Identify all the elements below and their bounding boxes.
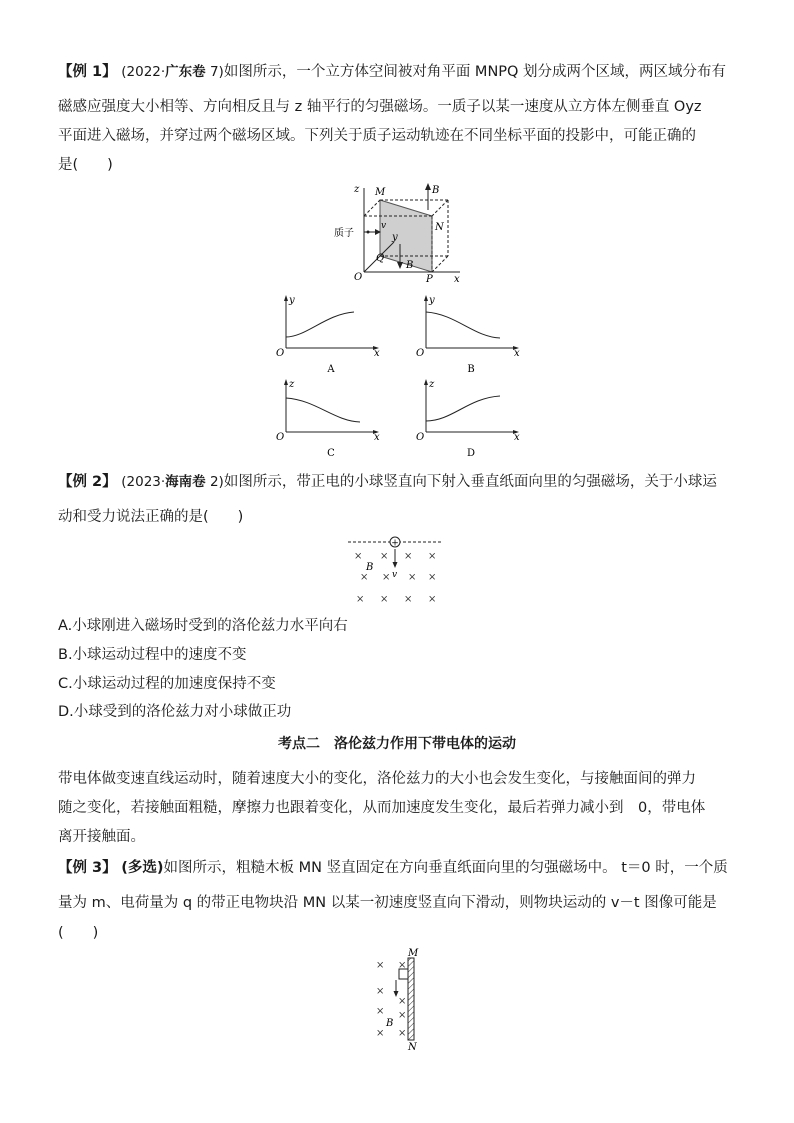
option-graph-b: [416, 292, 526, 378]
cube-label-y: y: [392, 232, 398, 243]
graph-axis-label-vertical: z: [289, 379, 295, 390]
svg-text:×: ×: [382, 572, 391, 583]
ex2-source-name: 海南卷: [165, 474, 206, 490]
cube-label-v: v: [381, 221, 387, 231]
ex1-tag: 【例 1】: [58, 64, 117, 80]
svg-text:×: ×: [428, 551, 437, 562]
svg-text:×: ×: [376, 960, 385, 971]
graph-trajectory-curve: [426, 396, 500, 421]
ball-charge-sign: +: [391, 538, 399, 549]
option-graph-a: [276, 292, 386, 378]
ex3-text-3: ( ): [58, 925, 99, 941]
ex2-source-close: 2): [205, 474, 224, 490]
ex3-line1: [58, 856, 728, 877]
graph-axis-label-horizontal: x: [514, 348, 520, 359]
wooden-board: [408, 958, 414, 1040]
graph-option-letter: D: [466, 448, 476, 459]
svg-text:×: ×: [398, 1010, 407, 1021]
svg-text:×: ×: [398, 960, 407, 971]
graph-axis-label-vertical: y: [289, 295, 295, 306]
cube-label-B-up: B: [432, 185, 440, 196]
svg-text:×: ×: [398, 1028, 407, 1039]
graph-axis-label-horizontal: x: [514, 432, 520, 443]
section-body-2: 随之变化，若接触面粗糙，摩擦力也跟着变化，从而加速度发生变化，最后若弹力减小到 0，带电体: [58, 800, 706, 816]
option-graph-c: [276, 376, 386, 462]
graph-option-letter: B: [467, 364, 475, 375]
cube-label-Q: Q: [376, 253, 385, 264]
ex1-text-2: 磁感应强度大小相等、方向相反且与 z 轴平行的匀强磁场。一质子以某一速度从立方体左侧垂直 Oyz: [58, 99, 702, 115]
graph-origin-label: O: [416, 432, 425, 443]
svg-text:×: ×: [404, 594, 413, 605]
cube-label-M: M: [375, 187, 386, 198]
svg-text:×: ×: [398, 996, 407, 1007]
cube-figure: [330, 180, 470, 285]
graph-axis-label-vertical: y: [429, 295, 435, 306]
svg-text:×: ×: [356, 594, 365, 605]
ex2-tag: 【例 2】: [58, 474, 117, 490]
graph-origin-label: O: [416, 348, 425, 359]
ex2-option-b: B.小球运动过程中的速度不变: [58, 647, 247, 663]
cube-label-O: O: [354, 272, 363, 283]
graph-trajectory-curve: [286, 398, 360, 422]
cube-label-B-down: B: [406, 260, 414, 271]
ex2-label-B: B: [366, 562, 374, 573]
option-graph-d: [416, 376, 526, 462]
section-heading: 考点二 洛伦兹力作用下带电体的运动: [278, 736, 516, 752]
svg-text:×: ×: [360, 572, 369, 583]
ex3-label-N: N: [408, 1042, 417, 1053]
svg-text:×: ×: [376, 1006, 385, 1017]
svg-text:×: ×: [354, 551, 363, 562]
ex2-option-d: D.小球受到的洛伦兹力对小球做正功: [58, 704, 292, 720]
graph-axis-label-vertical: z: [429, 379, 435, 390]
section-body-3: 离开接触面。: [58, 829, 145, 845]
ex1-text-1: 如图所示，一个立方体空间被对角平面 MNPQ 划分成两个区域，两区域分布有: [223, 64, 727, 80]
ex1-text-3: 平面进入磁场，并穿过两个磁场区域。下列关于质子运动轨迹在不同坐标平面的投影中，可能正确的: [58, 128, 696, 144]
ex3-text-2: 量为 m、电荷量为 q 的带正电物块沿 MN 以某一初速度竖直向下滑动，则物块运动的 v－t 图像可能是: [58, 895, 717, 911]
graph-axis-label-horizontal: x: [374, 348, 380, 359]
cube-label-x: x: [454, 274, 460, 285]
ex2-line1: [58, 470, 717, 491]
ex2-option-c: C.小球运动过程的加速度保持不变: [58, 676, 276, 692]
proton-dot: [367, 231, 370, 234]
graph-option-letter: A: [327, 364, 335, 375]
graph-option-letter: C: [327, 448, 335, 459]
graph-origin-label: O: [276, 432, 285, 443]
cube-label-proton: 质子: [334, 228, 354, 239]
ex3-label-B: B: [386, 1018, 394, 1029]
svg-text:×: ×: [428, 572, 437, 583]
ex2-text-1: 如图所示，带正电的小球竖直向下射入垂直纸面向里的匀强磁场，关于小球运: [223, 474, 717, 490]
ex2-option-a: A.小球刚进入磁场时受到的洛伦兹力水平向右: [58, 618, 348, 634]
svg-text:×: ×: [380, 594, 389, 605]
ex2-text-2: 动和受力说法正确的是( ): [58, 509, 244, 525]
svg-text:×: ×: [408, 572, 417, 583]
cube-label-P: P: [426, 274, 433, 285]
ex1-text-4: 是( ): [58, 157, 113, 173]
ex2-source-open: (2023·: [121, 474, 166, 490]
graph-trajectory-curve: [286, 312, 354, 337]
graph-origin-label: O: [276, 348, 285, 359]
svg-text:×: ×: [380, 551, 389, 562]
cube-label-N: N: [435, 222, 444, 233]
ex3-text-1: 如图所示，粗糙木板 MN 竖直固定在方向垂直纸面向里的匀强磁场中。 t＝0 时，一个质: [163, 860, 728, 876]
graph-axis-label-horizontal: x: [374, 432, 380, 443]
svg-text:×: ×: [376, 986, 385, 997]
svg-text:×: ×: [404, 551, 413, 562]
svg-text:×: ×: [428, 594, 437, 605]
ex3-board-figure: [368, 944, 432, 1054]
ex1-source-name: 广东卷: [165, 64, 206, 80]
graph-trajectory-curve: [426, 312, 500, 338]
ex2-label-v: v: [392, 570, 398, 580]
ex3-label-M: M: [408, 948, 419, 959]
svg-text:×: ×: [376, 1028, 385, 1039]
section-body-1: 带电体做变速直线运动时，随着速度大小的变化，洛伦兹力的大小也会发生变化，与接触面间的弹力: [58, 771, 696, 787]
ex1-source-close: 7): [205, 64, 224, 80]
ex2-field-figure: [346, 535, 446, 607]
ex3-multi: (多选): [121, 860, 164, 876]
ex1-line1: [58, 60, 726, 81]
ex3-tag: 【例 3】: [58, 860, 117, 876]
cube-label-z: z: [354, 184, 360, 195]
ex1-source-open: (2022·: [121, 64, 166, 80]
